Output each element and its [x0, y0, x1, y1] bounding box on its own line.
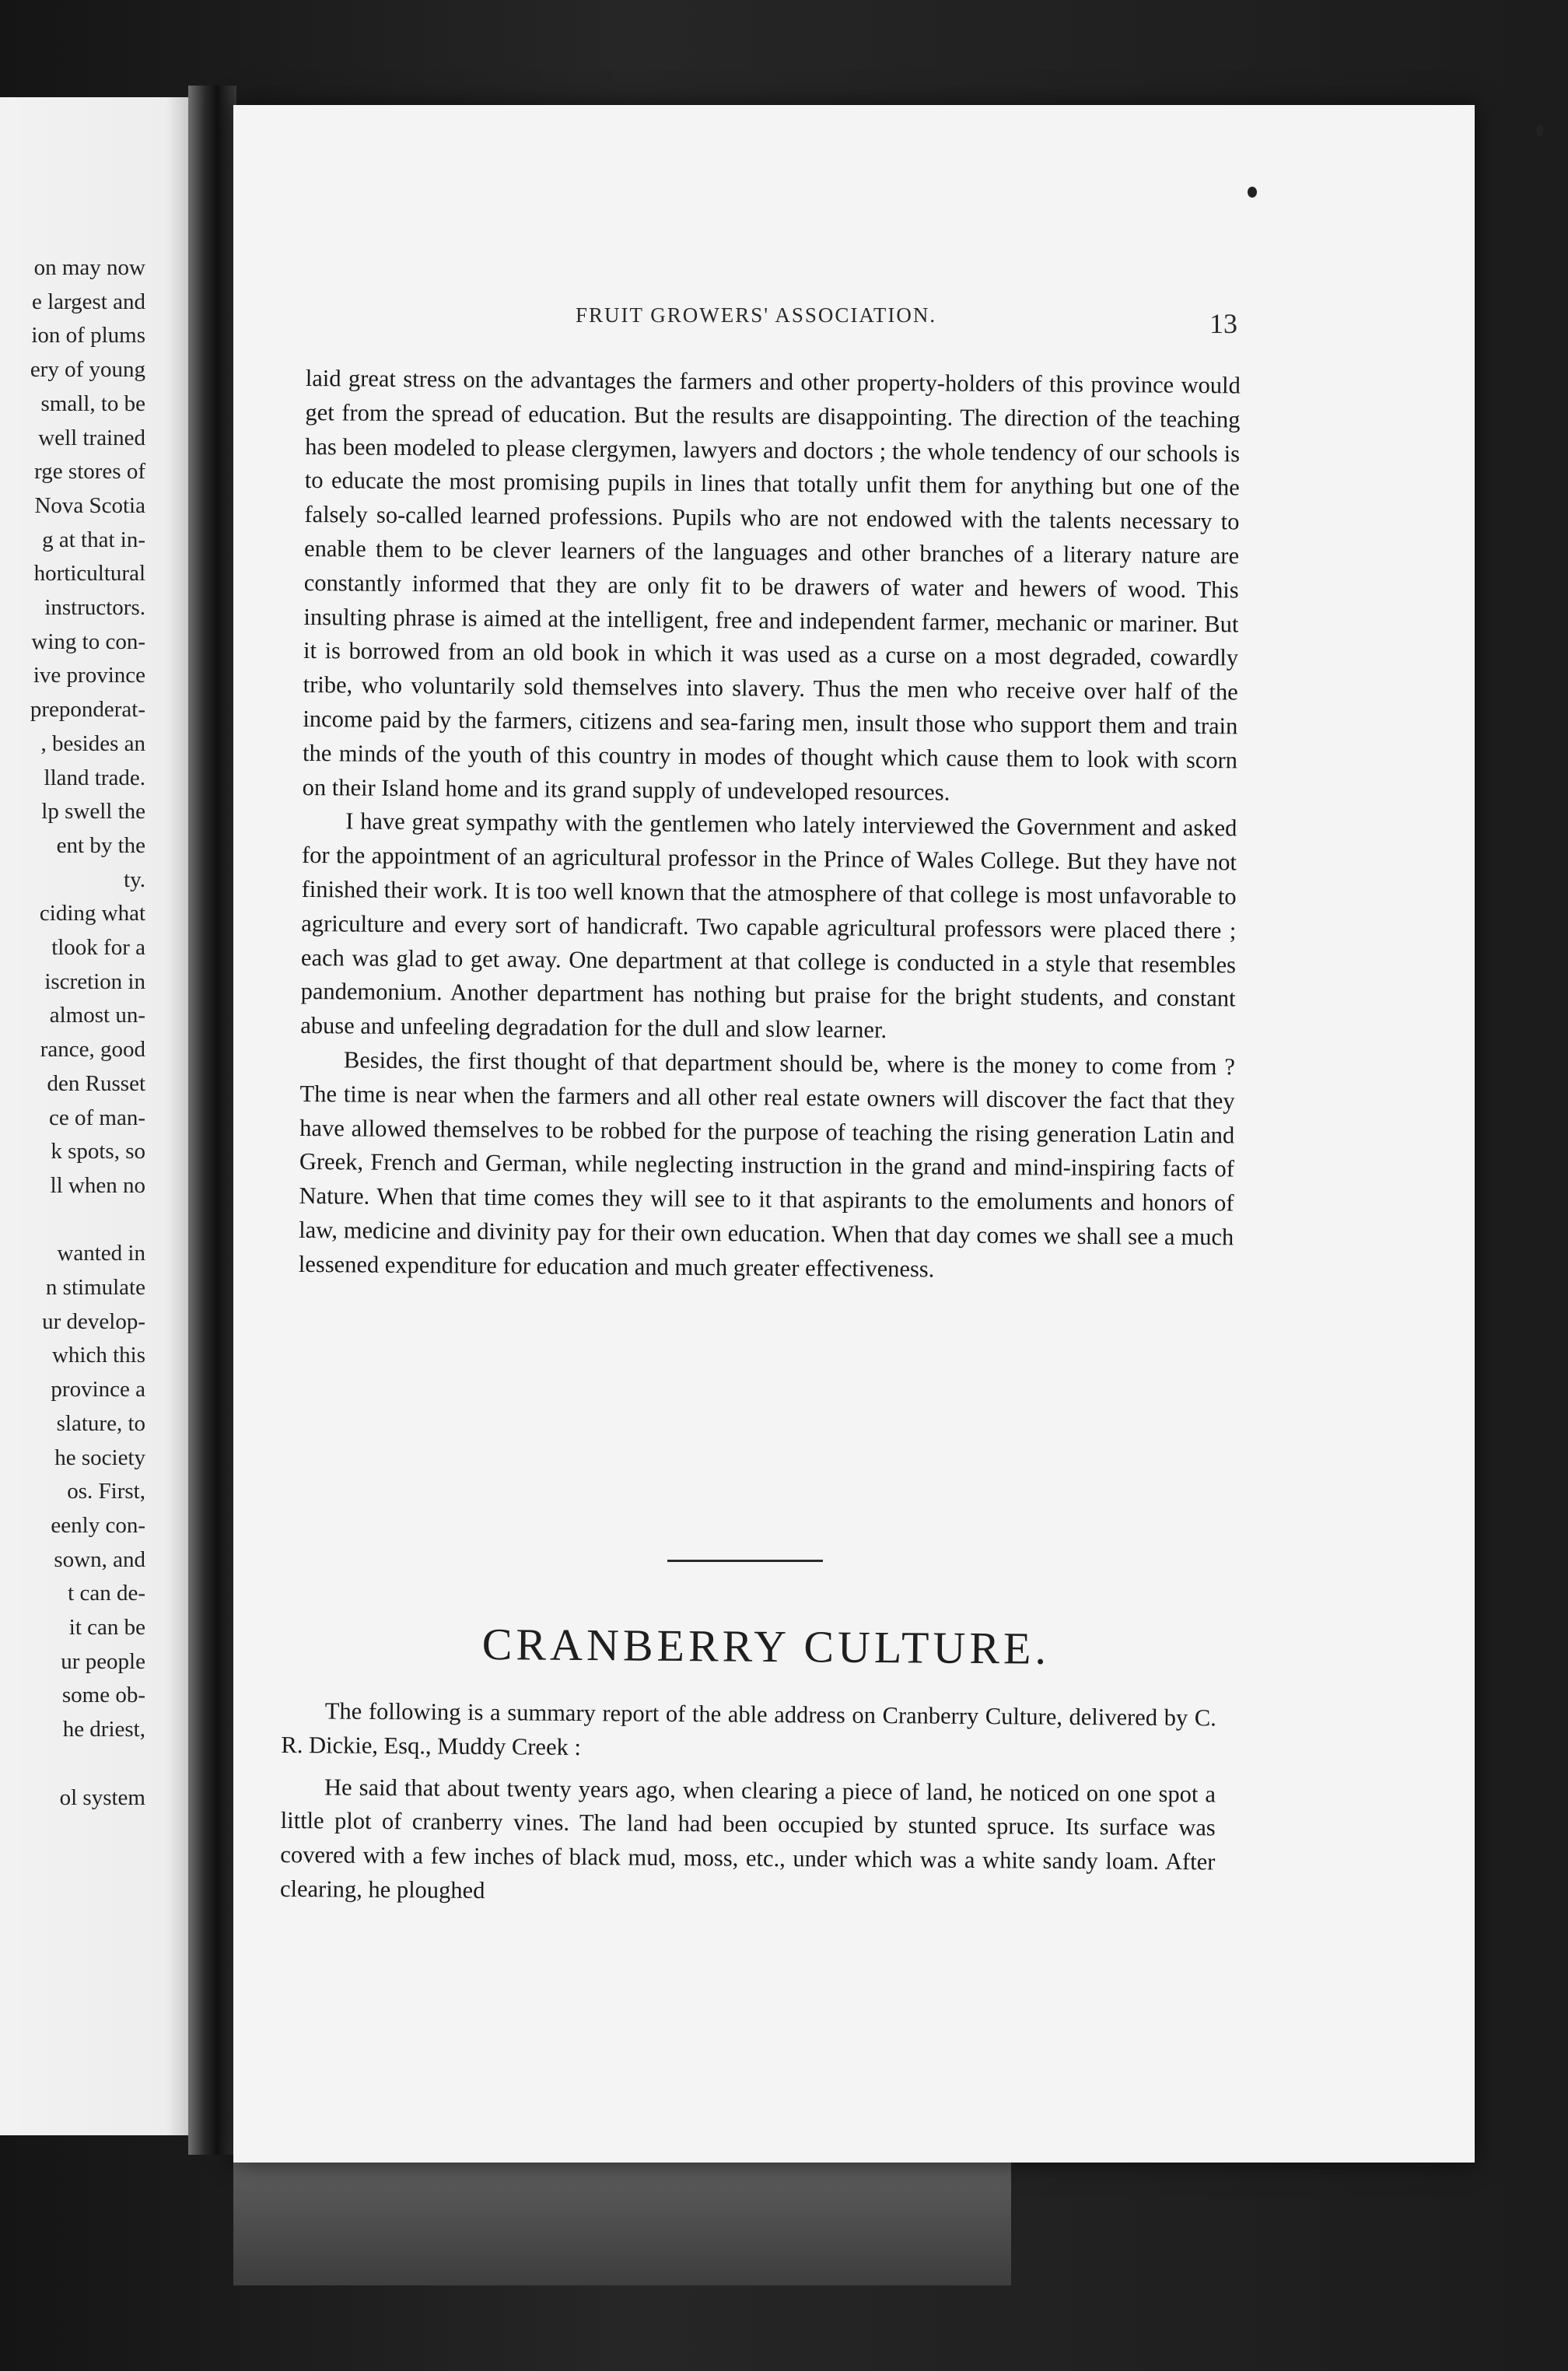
previous-page-line: well trained [38, 425, 145, 450]
section-body [280, 1694, 1216, 1921]
previous-page-line: wing to con- [31, 629, 145, 654]
print-speck [1536, 124, 1543, 137]
print-speck [1248, 187, 1257, 198]
previous-page-line: ciding what [39, 901, 145, 926]
previous-page-line: sown, and [54, 1546, 145, 1572]
previous-page-line: slature, to [56, 1410, 145, 1436]
previous-page-line: t can de- [68, 1581, 145, 1606]
previous-page-line: he society [54, 1445, 145, 1470]
section-title: CRANBERRY CULTURE. [481, 1619, 1051, 1674]
previous-page-line: g at that in- [42, 527, 145, 552]
previous-page-line: ur people [61, 1648, 145, 1674]
previous-page-line: eenly con- [51, 1512, 145, 1538]
running-header: FRUIT GROWERS' ASSOCIATION. [576, 303, 937, 327]
previous-page-line: ol system [59, 1784, 145, 1810]
previous-page-line: , besides an [40, 730, 145, 756]
paragraph-expenditure: Besides, the first thought of that department should be, where is the money to come from ? The time is near when the farmers and all other real estate owners will discover the fact that they have allowed themselves to be robbed for the purpose of teaching the rising generation Latin and Greek, French and German, while neglecting instruction in the grand and mind-inspiring facts of Nature. When that time comes they will see to it that aspirants to the emoluments and honors of law, medicine and divinity pay for their own education. When that day comes we shall see a much lessened expenditure for education and much greater effectiveness. [298, 1046, 1236, 1283]
previous-page-line: province a [51, 1377, 145, 1403]
previous-page-line: iscretion in [44, 968, 145, 994]
previous-page-line: horticultural [33, 561, 145, 587]
book-spine [188, 86, 236, 2155]
previous-page-line: n stimulate [45, 1275, 145, 1300]
previous-page-line: it can be [68, 1615, 145, 1640]
previous-page-line: ll when no [50, 1172, 145, 1198]
previous-page-line: ur develop- [42, 1308, 145, 1334]
previous-page-line: lland trade. [44, 765, 145, 790]
previous-page-line: almost un- [49, 1003, 145, 1028]
previous-page-line: ty. [124, 867, 145, 892]
previous-page-line: os. First, [67, 1479, 145, 1504]
section-divider [667, 1560, 823, 1562]
previous-page-line: preponderat- [30, 697, 145, 723]
paragraph-cranberry-discovery: He said that about twenty years ago, when clearing a piece of land, he noticed on one spot a little plot of cranberry vines. The land had been occupied by stunted spruce. Its surface was covered with a few inches of black mud, moss, etc., under which was a white sandy loam. After clearing, he ploughed [279, 1774, 1216, 1904]
previous-page-line: ive province [33, 663, 145, 688]
page-number: 13 [1209, 308, 1237, 339]
previous-page-line: ion of plums [31, 323, 145, 348]
previous-page-line: Nova Scotia [34, 492, 145, 518]
previous-page-line: wanted in [57, 1241, 145, 1266]
previous-page-line: lp swell the [41, 799, 145, 825]
previous-page-line: which this [51, 1343, 145, 1368]
previous-page-line: small, to be [40, 390, 145, 416]
previous-page-line: k spots, so [51, 1139, 145, 1164]
previous-page-line: rge stores of [34, 459, 145, 485]
previous-page-line: rance, good [40, 1037, 145, 1063]
previous-page-line: ent by the [56, 832, 145, 858]
paragraph-agricultural-professor: I have great sympathy with the gentlemen who lately interviewed the Government and asked for the appointment of an agricultural professor in the Prince of Wales College. But they have not finished their work. It is too well known that the atmosphere of that college is most unfavorable to agriculture and every sort of handicraft. Two capable agricultural professors were placed there ; each was glad to get away. One department at that college is conducted in a style that resembles pandemonium. Another department has nothing but praise for the bright students, and constant abuse and unfeeling degradation for the dull and slow learner. [300, 807, 1237, 1044]
paragraph-education: laid great stress on the advantages the farmers and other property-holders of this province would get from the spread of education. But the results are disappointing. The direction of the teaching has been modeled to please clergymen, lawyers and doctors ; the whole tendency of our schools is to educate the most promising pupils in lines that totally unfit them for anything but one of the falsely so-called learned professions. Pupils who are not endowed with the talents necessary to enable them to be clever learners of the languages and other branches of a literary nature are constantly informed that they are only fit to be drawers of water and hewers of wood. This insulting phrase is aimed at the intelligent, free and independent farmer, mechanic or mariner. But it is borrowed from an old book in which it was used as a curse on a most degraded, cowardly tribe, who voluntarily sold themselves into slavery. Thus the men who receive over half of the income paid by the farmers, citizens and sea-faring men, insult those who support them and train the minds of the youth of this country in modes of thought which cause them to look with scorn on their Island home and its grand supply of undeveloped resources. [302, 364, 1241, 806]
previous-page-line: some ob- [61, 1683, 145, 1708]
previous-page-line: tlook for a [51, 935, 145, 960]
previous-page [0, 97, 188, 2135]
paragraph-summary-intro: The following is a summary report of the able address on Cranberry Culture, delivered by C. R. Dickie, Esq., Muddy Creek : [281, 1697, 1216, 1760]
previous-page-line: e largest and [31, 289, 145, 314]
page-edge-shadow [233, 2161, 1011, 2285]
previous-page-line: he driest, [62, 1717, 145, 1742]
previous-page-line: instructors. [44, 595, 145, 620]
previous-page-line: ery of young [30, 357, 145, 383]
body-text [299, 362, 1241, 1289]
previous-page-line: ce of man- [49, 1105, 145, 1130]
previous-page-line: on may now [33, 255, 145, 280]
previous-page-line: den Russet [47, 1070, 145, 1096]
